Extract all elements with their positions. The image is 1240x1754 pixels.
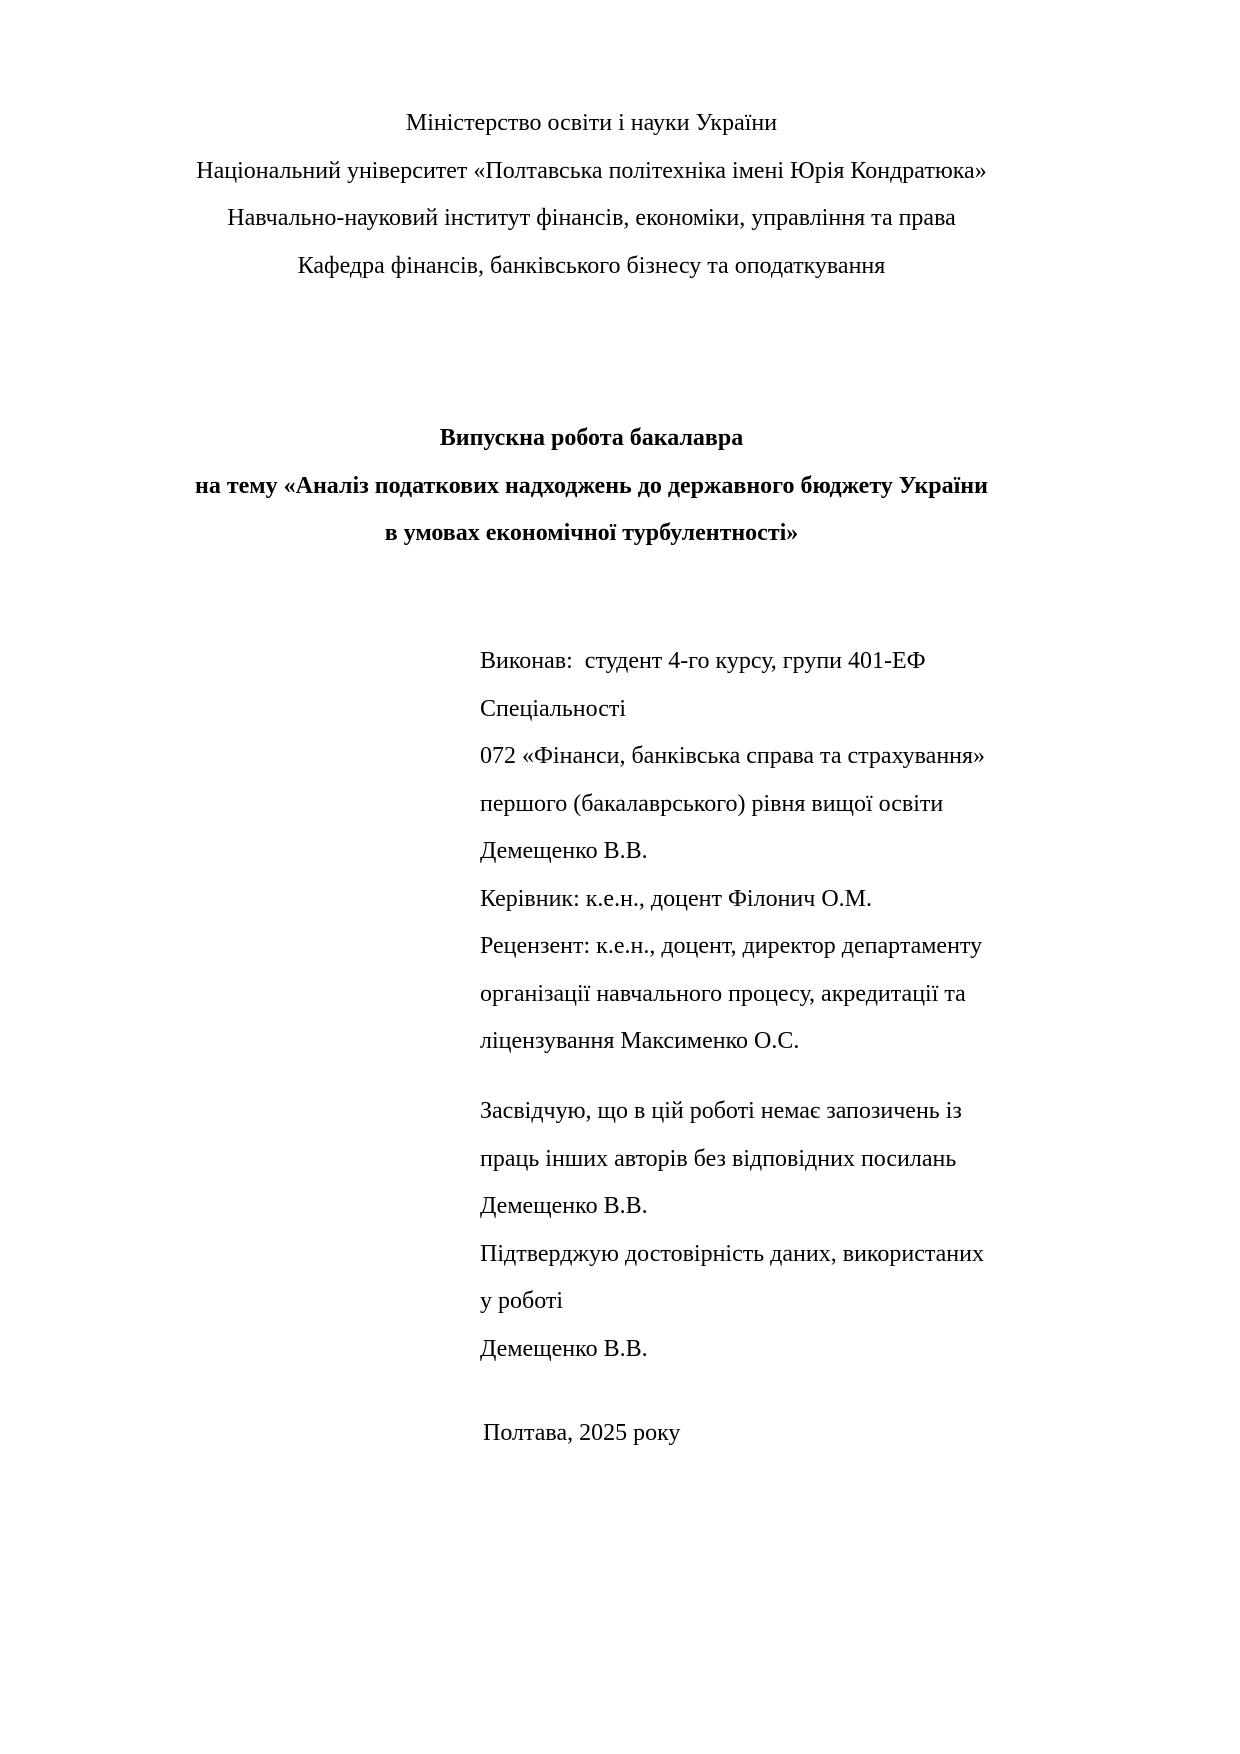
attestation-signature-1: Демещенко В.В.	[480, 1193, 648, 1219]
department-line: Кафедра фінансів, банківського бізнесу та оподаткування	[297, 252, 886, 279]
specialty-label-line: Спеціальності	[480, 695, 627, 722]
ministry-line: Міністерство освіти і науки України	[405, 110, 778, 136]
reviewer-line-3: ліцензування Максименко О.С.	[480, 1028, 800, 1054]
ministry-header-block	[0, 100, 1183, 290]
author-name-line: Демещенко В.В.	[480, 838, 648, 864]
institute-line: Навчально-науковий інститут фінансів, економіки, управління та права	[227, 205, 956, 231]
data-confirmation-line-2: у роботі	[480, 1288, 564, 1314]
reviewer-line-1: Рецензент: к.е.н., доцент, директор департаменту	[480, 933, 983, 959]
reviewer-line-2: організації навчального процесу, акредитації та	[480, 980, 966, 1007]
thesis-topic-line-2: в умовах економічної турбулентності»	[384, 520, 799, 546]
specialty-code-line: 072 «Фінанси, банківська справа та страхування»	[480, 743, 986, 769]
thesis-title-block	[0, 415, 1183, 558]
education-level-line: першого (бакалаврського) рівня вищої освіти	[480, 790, 944, 817]
thesis-type-line: Випускна робота бакалавра	[439, 425, 744, 451]
attestation-block	[480, 1088, 1200, 1373]
city-year-line: Полтава, 2025 року	[483, 1420, 681, 1446]
city-year-block	[483, 1410, 680, 1458]
attestation-line-1: Засвідчую, що в цій роботі немає запозичень із	[480, 1098, 962, 1124]
attestation-line-2: праць інших авторів без відповідних посилань	[480, 1145, 957, 1172]
data-confirmation-line-1: Підтверджую достовірність даних, використаних	[480, 1240, 984, 1267]
supervisor-line: Керівник: к.е.н., доцент Філонич О.М.	[480, 885, 872, 912]
thesis-topic-line-1: на тему «Аналіз податкових надходжень до державного бюджету України	[195, 472, 988, 499]
university-line: Національний університет «Полтавська політехніка імені Юрія Кондратюка»	[196, 157, 987, 184]
executor-line: Виконав: студент 4-го курсу, групи 401-ЕФ	[480, 648, 926, 674]
author-details-block	[480, 638, 1200, 1066]
attestation-signature-2: Демещенко В.В.	[480, 1335, 648, 1362]
